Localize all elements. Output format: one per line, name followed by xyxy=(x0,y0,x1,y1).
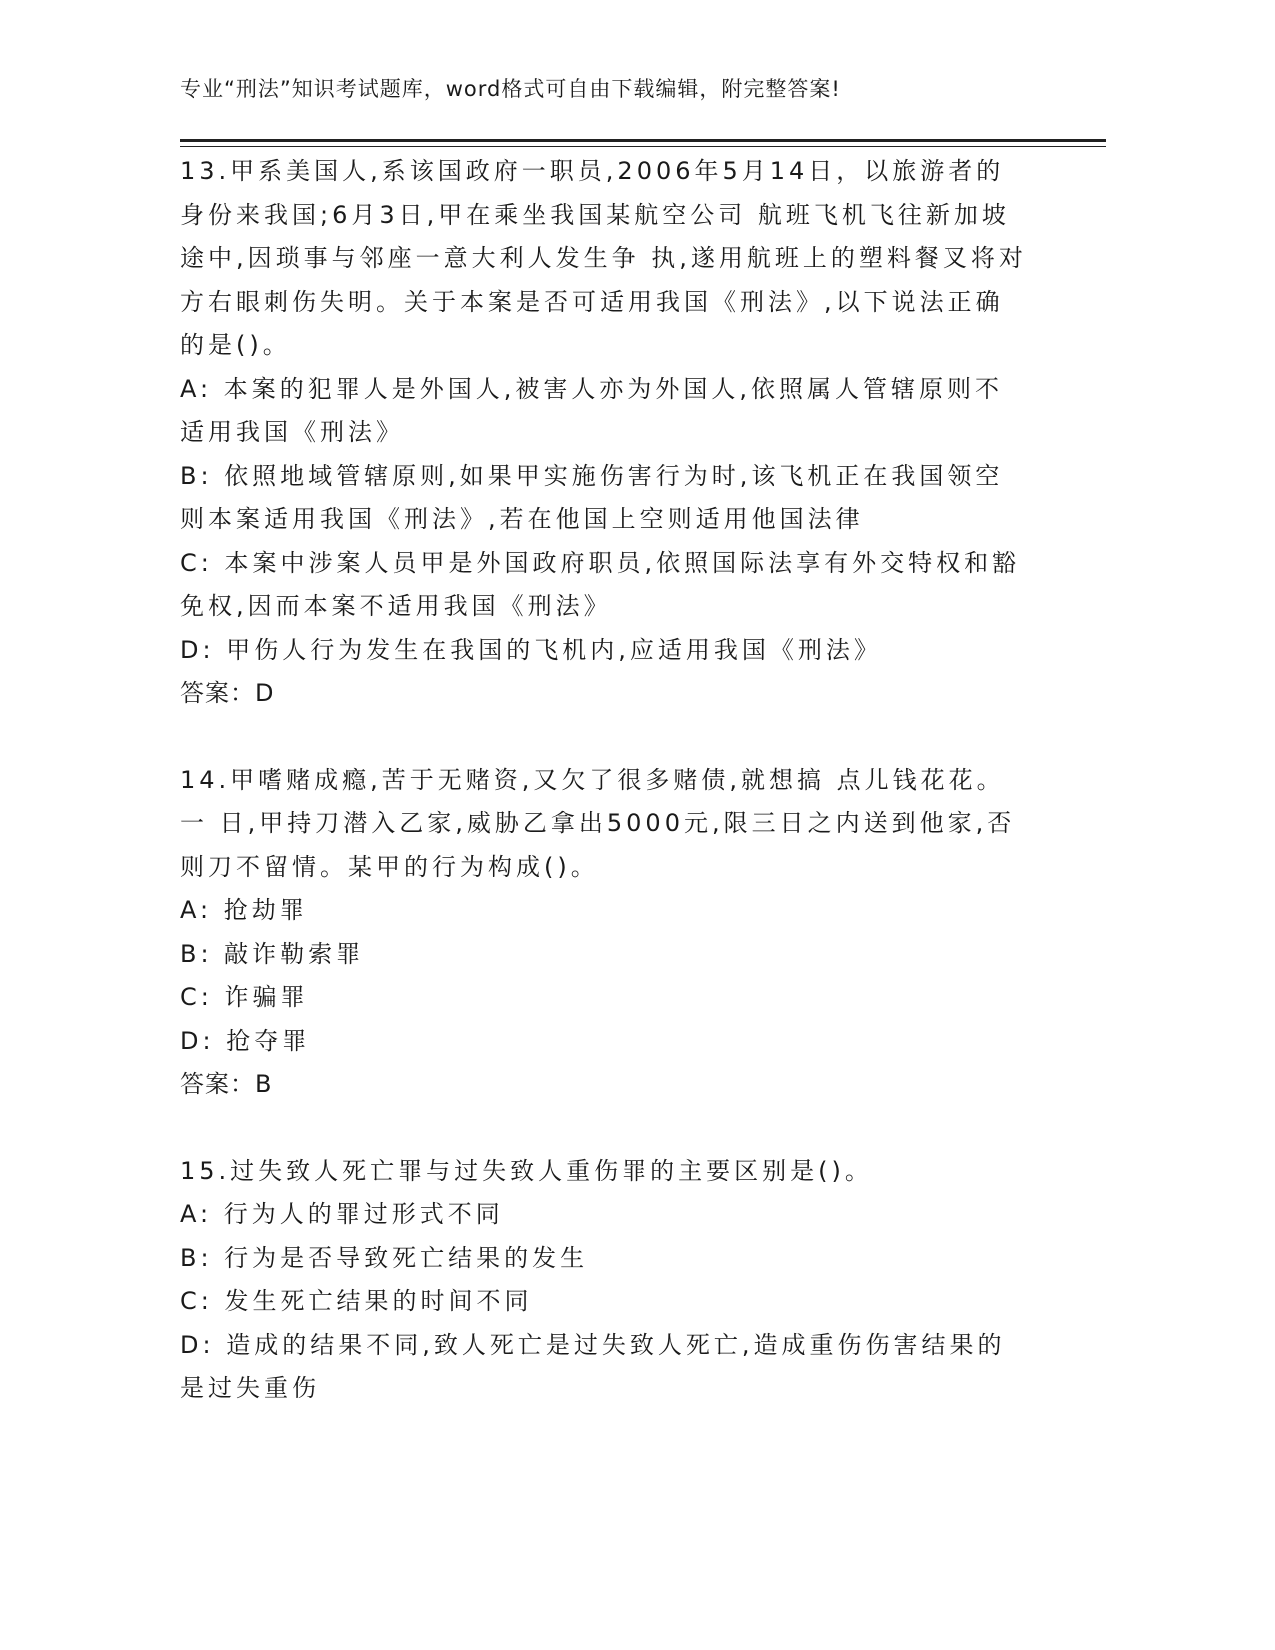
option-b: B: 依照地域管辖原则,如果甲实施伤害行为时,该飞机正在我国领空则本案适用我国《刑法》,若在他国上空则适用他国法律 xyxy=(180,461,1004,533)
question-stem: 14.甲嗜赌成瘾,苦于无赌资,又欠了很多赌债,就想搞 点儿钱花花。一 日,甲持刀潜入乙家,威胁乙拿出5000元,限三日之内送到他家,否则刀不留情。某甲的行为构成()。 xyxy=(180,765,1016,881)
header-rule-thick xyxy=(180,139,1106,142)
answer-line: 答案：B xyxy=(180,1070,273,1098)
option-a: A: 本案的犯罪人是外国人,被害人亦为外国人,依照属人管辖原则不适用我国《刑法》 xyxy=(180,374,1003,446)
question-stem: 15.过失致人死亡罪与过失致人重伤罪的主要区别是()。 xyxy=(180,1156,873,1185)
option-a: A: 抢劫罪 xyxy=(180,896,308,924)
option-b: B: 行为是否导致死亡结果的发生 xyxy=(180,1243,589,1272)
question-13 xyxy=(180,150,1030,716)
option-d: D: 甲伤人行为发生在我国的飞机内,应适用我国《刑法》 xyxy=(180,635,882,664)
option-d: D: 造成的结果不同,致人死亡是过失致人死亡,造成重伤伤害结果的是过失重伤 xyxy=(180,1330,1006,1402)
question-stem: 13.甲系美国人,系该国政府一职员,2006年5月14日，以旅游者的身份来我国;6月3日,甲在乘坐我国某航空公司 航班飞机飞往新加坡途中,因琐事与邻座一意大利人发生争 执,遂用航班上的塑料餐叉将对方右眼刺伤失明。关于本案是否可适用我国《刑法》,以下说法正确的是()。 xyxy=(180,157,1027,359)
option-c: C: 本案中涉案人员甲是外国政府职员,依照国际法享有外交特权和豁免权,因而本案不适用我国《刑法》 xyxy=(180,548,1021,620)
option-c: C: 诈骗罪 xyxy=(180,983,309,1011)
option-a: A: 行为人的罪过形式不同 xyxy=(180,1200,504,1228)
question-14 xyxy=(180,759,1030,1107)
spacer xyxy=(180,716,1030,759)
answer-line: 答案：D xyxy=(180,679,275,707)
option-d: D: 抢夺罪 xyxy=(180,1026,311,1055)
spacer xyxy=(180,1107,1030,1150)
page-header: 专业“刑法”知识考试题库，word格式可自由下载编辑，附完整答案! xyxy=(180,77,841,101)
option-c: C: 发生死亡结果的时间不同 xyxy=(180,1287,533,1315)
option-b: B: 敲诈勒索罪 xyxy=(180,939,365,968)
question-list xyxy=(180,150,1030,1411)
question-15 xyxy=(180,1150,1030,1411)
header-rule-thin xyxy=(180,146,1106,147)
